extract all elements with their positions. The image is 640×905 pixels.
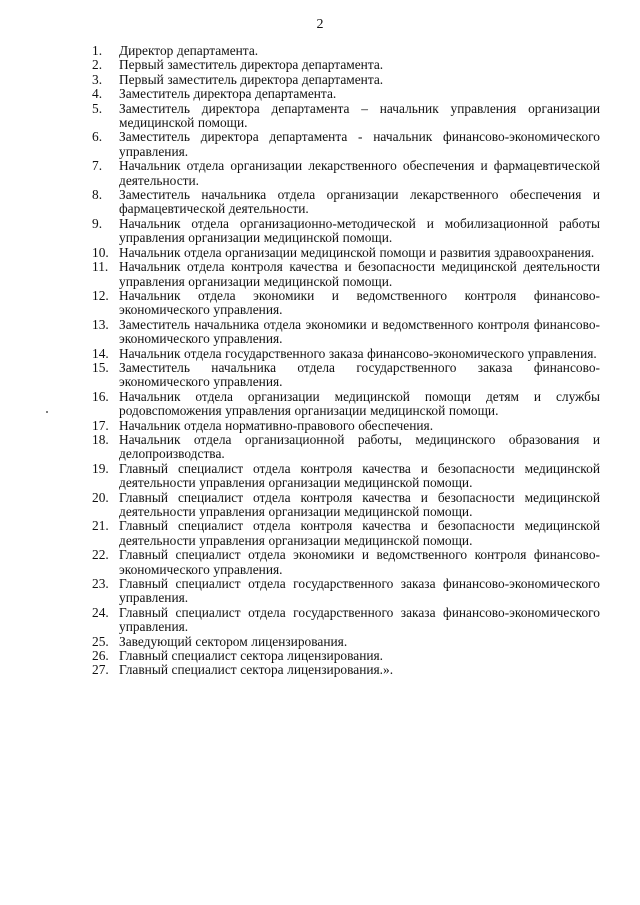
list-item-number: 11. <box>92 259 109 275</box>
list-item-text: Начальник отдела экономики и ведомственного контроля финансово-экономического управления. <box>119 287 600 318</box>
list-item <box>92 361 600 390</box>
list-item-text: Главный специалист отдела государственного заказа финансово-экономического управления. <box>119 604 600 635</box>
list-item <box>92 548 600 577</box>
list-item-number: 9. <box>92 215 103 231</box>
list-item <box>92 44 600 58</box>
list-item-text: Главный специалист отдела контроля качества и безопасности медицинской деятельности управления организации медицинской помощи. <box>119 460 600 491</box>
list-item <box>92 260 600 289</box>
list-item-text: Заместитель директора департамента – начальник управления организации медицинской помощи. <box>119 100 600 131</box>
list-item-text: Директор департамента. <box>119 43 259 58</box>
list-item-text: Заместитель директора департамента - начальник финансово-экономического управления. <box>119 129 600 159</box>
list-item-number: 10. <box>92 244 109 260</box>
list-item-text: Заместитель директора департамента. <box>119 86 337 102</box>
list-item-number: 16. <box>92 388 109 404</box>
list-item <box>92 159 600 188</box>
list-item-number: 14. <box>92 345 109 361</box>
list-item-text: Заместитель начальника отдела экономики и ведомственного контроля финансово-экономического управления. <box>119 316 600 347</box>
list-item-text: Начальник отдела организации медицинской помощи детям и службы родовспоможения управления организации медицинской помощи. <box>119 388 600 419</box>
list-item <box>92 606 600 635</box>
list-item-number: 25. <box>92 633 109 649</box>
list-item-number: 3. <box>92 71 103 87</box>
list-item-text: Начальник отдела организации лекарственного обеспечения и фармацевтической деятельности. <box>119 158 600 188</box>
list-item-number: 4. <box>92 86 103 102</box>
list-item-text: Первый заместитель директора департамента. <box>119 57 384 73</box>
list-item-number: 2. <box>92 57 103 73</box>
list-item-text: Заместитель начальника отдела организации лекарственного обеспечения и фармацевтической деятельности. <box>119 187 600 217</box>
list-item <box>92 577 600 606</box>
list-item <box>92 188 600 217</box>
list-item <box>92 73 600 87</box>
list-item-text: Главный специалист сектора лицензирования.». <box>119 662 394 678</box>
list-item <box>92 347 600 361</box>
list-item <box>92 390 600 419</box>
list-item-number: 26. <box>92 648 109 664</box>
list-item-number: 21. <box>92 518 109 534</box>
list-item <box>92 87 600 101</box>
list-item <box>92 130 600 159</box>
list-item-text: Начальник отдела организации медицинской помощи и развития здравоохранения. <box>119 244 595 260</box>
positions-list <box>92 44 600 678</box>
scan-speck <box>46 411 48 413</box>
list-item <box>92 217 600 246</box>
page-number: 2 <box>316 17 324 32</box>
list-item-number: 20. <box>92 489 109 505</box>
list-item-text: Начальник отдела нормативно-правового обеспечения. <box>119 417 434 433</box>
list-item-number: 27. <box>92 662 109 678</box>
list-item-number: 15. <box>92 359 109 375</box>
list-item-text: Начальник отдела организационной работы, медицинского образования и делопроизводства. <box>119 431 600 462</box>
list-item-number: 18. <box>92 431 109 447</box>
list-item-text: Первый заместитель директора департамента. <box>119 71 384 87</box>
list-item <box>92 102 600 131</box>
list-item-number: 19. <box>92 460 109 476</box>
list-item <box>92 433 600 462</box>
list-item-number: 22. <box>92 547 109 563</box>
list-item-number: 13. <box>92 316 109 332</box>
list-item-number: 24. <box>92 604 109 620</box>
list-item-text: Главный специалист отдела контроля качества и безопасности медицинской деятельности управления организации медицинской помощи. <box>119 489 600 519</box>
list-item-number: 23. <box>92 576 109 592</box>
list-item <box>92 289 600 318</box>
list-item <box>92 635 600 649</box>
list-item-text: Заместитель начальника отдела государственного заказа финансово-экономического управления. <box>119 359 600 390</box>
list-item <box>92 246 600 260</box>
list-item-number: 17. <box>92 417 109 433</box>
list-item-text: Главный специалист отдела контроля качества и безопасности медицинской деятельности управления организации медицинской помощи. <box>119 518 600 548</box>
list-item-text: Главный специалист отдела государственного заказа финансово-экономического управления. <box>119 576 600 606</box>
list-item-text: Начальник отдела контроля качества и безопасности медицинской деятельности управления организации медицинской помощи. <box>119 259 600 289</box>
list-item <box>92 419 600 433</box>
list-item-number: 7. <box>92 158 103 174</box>
list-item-number: 8. <box>92 187 103 203</box>
list-item-number: 1. <box>92 43 103 58</box>
list-item-number: 6. <box>92 129 103 145</box>
list-item-text: Начальник отдела организационно-методической и мобилизационной работы управления организации медицинской помощи. <box>119 215 600 246</box>
list-item <box>92 663 600 677</box>
list-item <box>92 519 600 548</box>
list-item <box>92 462 600 491</box>
list-item <box>92 58 600 72</box>
list-item-text: Начальник отдела государственного заказа финансово-экономического управления. <box>119 345 597 361</box>
list-item-number: 12. <box>92 287 109 303</box>
list-item <box>92 318 600 347</box>
list-item-text: Главный специалист сектора лицензирования. <box>119 648 384 664</box>
list-item <box>92 649 600 663</box>
list-item-text: Главный специалист отдела экономики и ведомственного контроля финансово-экономического управления. <box>119 547 600 577</box>
list-item <box>92 491 600 520</box>
list-item-text: Заведующий сектором лицензирования. <box>119 633 348 649</box>
list-item-number: 5. <box>92 100 103 116</box>
